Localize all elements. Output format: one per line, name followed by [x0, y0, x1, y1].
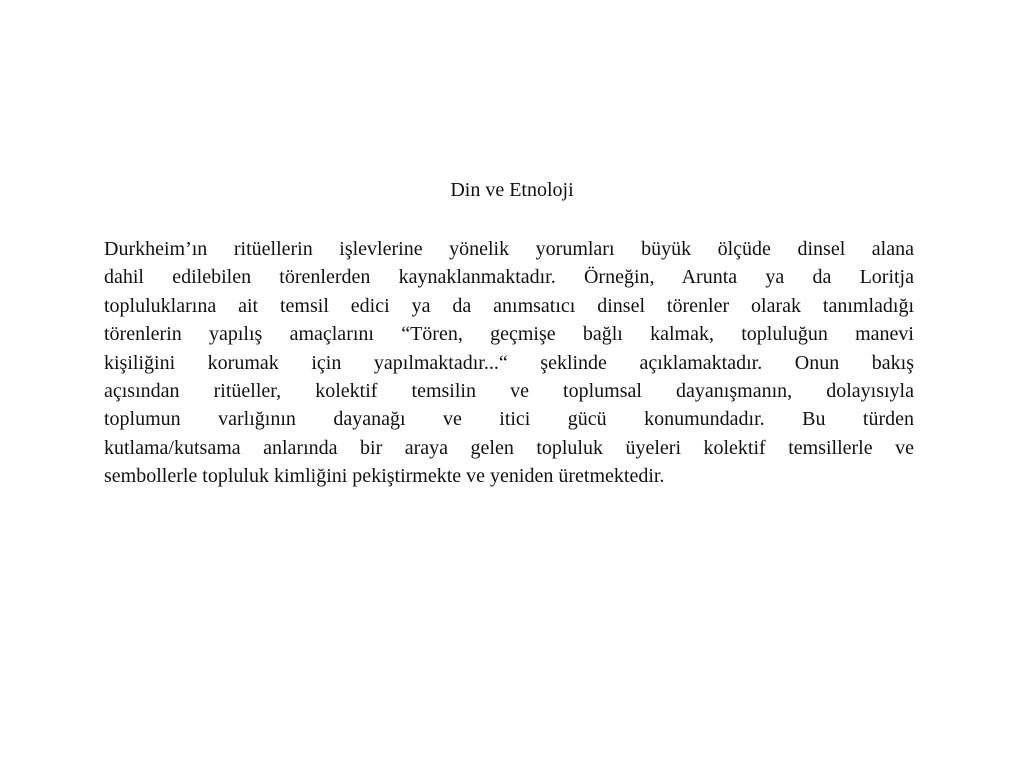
- paragraph-line: dahil edilebilen törenlerden kaynaklanmaktadır. Örneğin, Arunta ya da Loritja: [104, 266, 914, 289]
- paragraph-line: topluluklarına ait temsil edici ya da anımsatıcı dinsel törenler olarak tanımladığı: [104, 294, 914, 317]
- document-title: Din ve Etnoloji: [450, 179, 574, 201]
- paragraph-line: açısından ritüeller, kolektif temsilin ve toplumsal dayanışmanın, dolayısıyla: [104, 379, 914, 402]
- paragraph-line: Durkheim’ın ritüellerin işlevlerine yönelik yorumları büyük ölçüde dinsel alana: [104, 238, 914, 260]
- paragraph-line: kişiliğini korumak için yapılmaktadır...“ şeklinde açıklamaktadır. Onun bakış: [104, 351, 914, 374]
- document-paragraph: [104, 235, 914, 491]
- paragraph-line: toplumun varlığının dayanağı ve itici gücü konumundadır. Bu türden: [104, 408, 914, 431]
- paragraph-line: törenlerin yapılış amaçlarını “Tören, geçmişe bağlı kalmak, topluluğun manevi: [104, 323, 914, 346]
- paragraph-line: sembollerle topluluk kimliğini pekiştirmekte ve yeniden üretmektedir.: [104, 465, 665, 488]
- paragraph-line: kutlama/kutsama anlarında bir araya gelen topluluk üyeleri kolektif temsillerle ve: [104, 436, 914, 459]
